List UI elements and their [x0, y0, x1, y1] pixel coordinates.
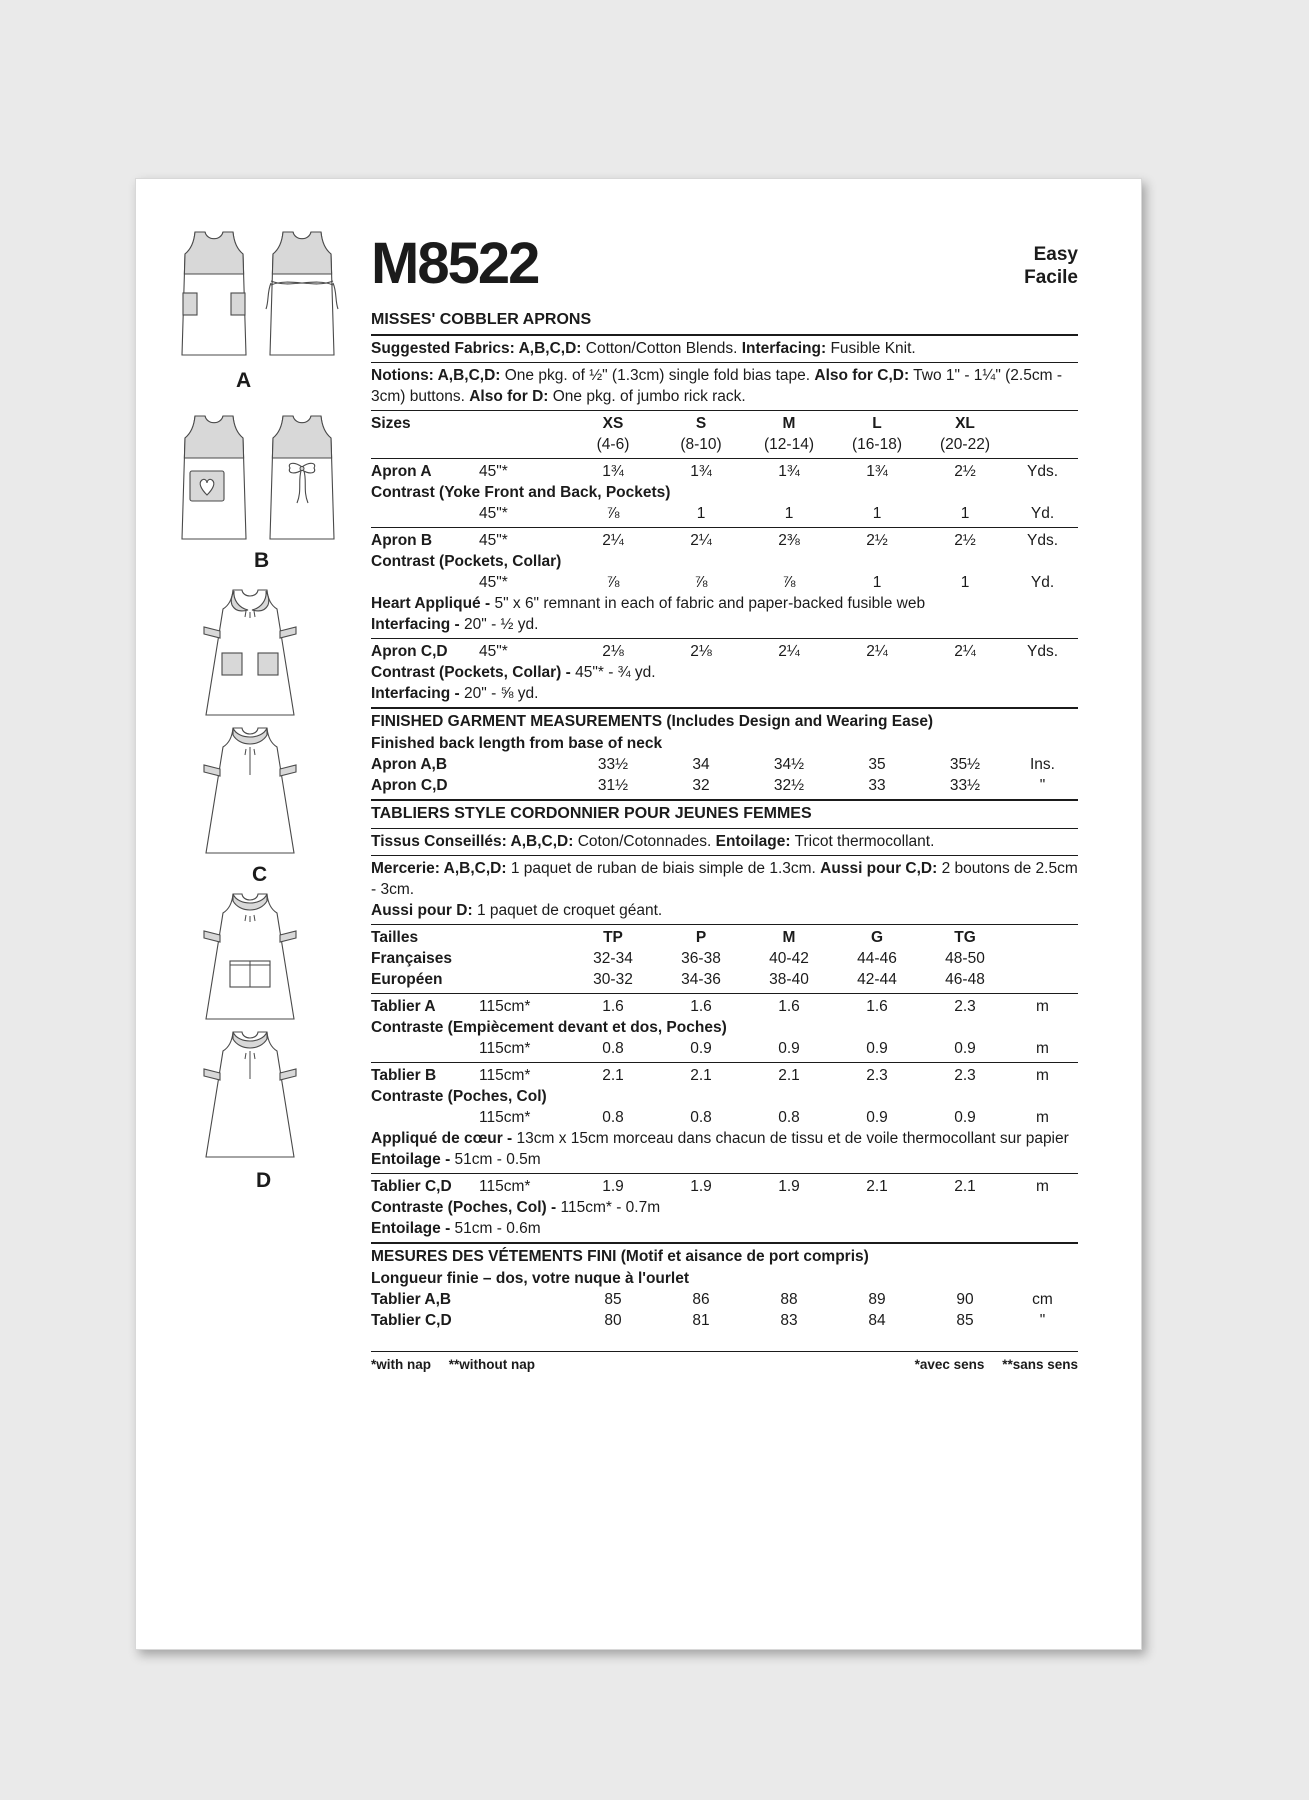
unit: Yds. [1026, 532, 1058, 549]
note-label: Contraste (Poches, Col) - [371, 1199, 557, 1216]
note-label: Appliqué de cœur - [371, 1130, 513, 1147]
size-name: P [695, 929, 707, 946]
table-row-finished-ab [371, 754, 1078, 775]
apron-b-section [371, 528, 1078, 639]
note-label: Interfacing - [371, 616, 460, 633]
row-label: Françaises [371, 950, 452, 967]
size-range: (16-18) [852, 436, 902, 453]
europeen-row [371, 969, 1078, 990]
notions-line2-fr [371, 900, 1078, 921]
note-text: 13cm x 15cm morceau dans chacun de tissu et de voile thermocollant sur papier [516, 1130, 1069, 1147]
apron-b-front-drawing [172, 413, 256, 545]
notions-text2: Two 1" - 1¼" (2.5cm - 3cm) buttons. [371, 367, 1062, 405]
unit: m [1036, 998, 1049, 1015]
measure-value: 33½ [597, 756, 629, 773]
yardage-value: 2¼ [602, 532, 624, 549]
size-range: 32-34 [593, 950, 633, 967]
row-label: Tablier A,B [371, 1291, 452, 1308]
notions-text2: 2 boutons de 2.5cm - 3cm. [371, 860, 1078, 898]
contrast-cd-note [371, 662, 1078, 683]
figure-label-a: A [236, 369, 252, 392]
title-section [371, 307, 1078, 336]
mesures-heading: MESURES DES VÉTEMENTS FINI (Motif et aisance de port compris) [371, 1248, 869, 1265]
row-label: Tablier C,D [371, 1312, 452, 1329]
unit: m [1036, 1109, 1049, 1126]
size-ranges-row [371, 434, 1078, 455]
unit: Yd. [1030, 505, 1055, 522]
fabric-width: 45"* [479, 532, 508, 549]
metrage-value: 2.1 [778, 1067, 800, 1084]
heart-applique-note [371, 593, 1078, 614]
row-label: Tablier A [371, 998, 436, 1015]
notions-text: 1 paquet de ruban de biais simple de 1.3cm. [510, 860, 816, 877]
metrage-value: 1.6 [866, 998, 888, 1015]
finished-heading: FINISHED GARMENT MEASUREMENTS (Includes Design and Wearing Ease) [371, 713, 934, 730]
footnote-without-nap: **without nap [448, 1357, 536, 1372]
fabrics-line [371, 338, 1078, 359]
difficulty-en: Easy [1033, 244, 1078, 265]
metrage-value: 0.8 [602, 1109, 624, 1126]
measure-value: 80 [604, 1312, 622, 1329]
notions-label: Notions: A,B,C,D: [371, 367, 501, 384]
metrage-value: 0.9 [954, 1040, 976, 1057]
footnote-sans-sens: **sans sens [1002, 1357, 1078, 1372]
note-text: 45"* - ¾ yd. [575, 664, 656, 681]
apron-d-front-drawing [194, 891, 306, 1027]
measure-value: 85 [604, 1291, 622, 1308]
tablier-b-section [371, 1063, 1078, 1174]
yardage-value: 1¾ [602, 463, 624, 480]
fabrics-text: Coton/Cotonnades. [577, 833, 712, 850]
note-label: Entoilage - [371, 1220, 451, 1237]
table-row-tablier-cd [371, 1176, 1078, 1197]
contraste-b-label: Contraste (Poches, Col) [371, 1088, 547, 1105]
note-text: 51cm - 0.6m [454, 1220, 541, 1237]
row-label: Tablier C,D [371, 1178, 452, 1195]
yardage-value: 2½ [866, 532, 888, 549]
measure-value: 35½ [949, 756, 981, 773]
contrast-b-label: Contrast (Pockets, Collar) [371, 553, 562, 570]
yardage-value: ⅞ [606, 574, 620, 591]
fabric-width: 45"* [479, 574, 508, 591]
measure-value: 34½ [773, 756, 805, 773]
difficulty-fr: Facile [1024, 267, 1078, 288]
interfacing-b-note [371, 614, 1078, 635]
yardage-value: ⅞ [782, 574, 796, 591]
yardage-value: 2⅜ [778, 532, 800, 549]
yardage-value: 2⅛ [602, 643, 624, 660]
table-row-contrast-b [371, 572, 1078, 593]
table-row-apron-cd [371, 641, 1078, 662]
notions-label3: Aussi pour D: [371, 902, 473, 919]
yardage-value: 2¼ [778, 643, 800, 660]
french-title: TABLIERS STYLE CORDONNIER POUR JEUNES FEMMES [371, 805, 812, 822]
unit: Yds. [1026, 463, 1058, 480]
pattern-number: M8522 [371, 231, 539, 296]
interfacing-label: Entoilage: [715, 833, 791, 850]
footnotes-en [371, 1357, 535, 1372]
metrage-value: 0.9 [690, 1040, 712, 1057]
metrage-value: 1.6 [690, 998, 712, 1015]
measure-value: 31½ [597, 777, 629, 794]
metrage-value: 1.9 [778, 1178, 800, 1195]
fabric-width: 45"* [479, 643, 508, 660]
yardage-value: 2½ [954, 463, 976, 480]
unit: " [1039, 777, 1046, 794]
figure-label-c: C [252, 863, 268, 886]
fabric-width: 115cm* [479, 1040, 531, 1057]
measure-value: 90 [956, 1291, 974, 1308]
table-row-contraste-b [371, 1107, 1078, 1128]
notions-label2: Also for C,D: [814, 367, 910, 384]
measure-value: 85 [956, 1312, 974, 1329]
fabrics-label: Suggested Fabrics: A,B,C,D: [371, 340, 582, 357]
measure-value: 34 [692, 756, 710, 773]
notions-section-fr [371, 856, 1078, 925]
measure-value: 88 [780, 1291, 798, 1308]
unit: Yds. [1026, 643, 1058, 660]
unit: Yd. [1030, 574, 1055, 591]
yardage-value: 1¾ [690, 463, 712, 480]
metrage-value: 2.3 [954, 998, 976, 1015]
metrage-value: 0.8 [690, 1109, 712, 1126]
apron-c-front-drawing [194, 587, 306, 723]
sizes-header-en [371, 411, 1078, 459]
size-name: TG [954, 929, 976, 946]
apron-b-drawings [172, 413, 344, 545]
size-range: 46-48 [945, 971, 985, 988]
table-row-tablier-b [371, 1065, 1078, 1086]
mesures-subheading: Longueur finie – dos, votre nuque à l'ourlet [371, 1270, 690, 1287]
row-label: Apron C,D [371, 643, 448, 660]
yardage-value: 1¾ [778, 463, 800, 480]
size-range: (20-22) [940, 436, 990, 453]
apron-a-drawings [172, 229, 344, 361]
tablier-a-section [371, 994, 1078, 1063]
fabrics-line-fr [371, 831, 1078, 852]
metrage-value: 0.9 [954, 1109, 976, 1126]
notions-text3: 1 paquet de croquet géant. [476, 902, 663, 919]
note-label: Heart Appliqué - [371, 595, 491, 612]
fabric-width: 45"* [479, 463, 508, 480]
size-range: 42-44 [857, 971, 897, 988]
yardage-value: 2⅛ [690, 643, 712, 660]
metrage-value: 0.9 [866, 1040, 888, 1057]
notions-section-en [371, 363, 1078, 411]
measure-value: 33 [868, 777, 886, 794]
row-label: Apron B [371, 532, 433, 549]
fabrics-text: Cotton/Cotton Blends. [585, 340, 738, 357]
size-name: G [870, 929, 884, 946]
footnote-avec-sens: *avec sens [914, 1357, 985, 1372]
footnote-with-nap: *with nap [371, 1357, 431, 1372]
notions-line [371, 365, 1078, 407]
table-row-finished-cd [371, 775, 1078, 796]
fabric-width: 115cm* [479, 1067, 531, 1084]
contrast-a-label: Contrast (Yoke Front and Back, Pockets) [371, 484, 671, 501]
notions-text: One pkg. of ½" (1.3cm) single fold bias tape. [504, 367, 811, 384]
size-range: 48-50 [945, 950, 985, 967]
interfacing-label: Interfacing: [741, 340, 827, 357]
fabric-width: 115cm* [479, 998, 531, 1015]
row-label: Européen [371, 971, 443, 988]
measure-value: 35 [868, 756, 886, 773]
interfacing-cd-note [371, 683, 1078, 704]
size-name: XS [602, 415, 624, 432]
measure-value: 84 [868, 1312, 886, 1329]
difficulty-badge [1024, 243, 1078, 289]
yardage-value: 2¼ [866, 643, 888, 660]
row-label: Apron A,B [371, 756, 448, 773]
yardage-value: 2½ [954, 532, 976, 549]
entoilage-cd-note [371, 1218, 1078, 1239]
contraste-a-label: Contraste (Empiècement devant et dos, Poches) [371, 1019, 727, 1036]
table-row-mesures-ab [371, 1289, 1078, 1310]
metrage-value: 0.8 [602, 1040, 624, 1057]
notions-text3: One pkg. of jumbo rick rack. [552, 388, 746, 405]
yardage-value: 1¾ [866, 463, 888, 480]
yardage-value: 1 [960, 574, 970, 591]
unit: cm [1032, 1291, 1053, 1308]
unit: m [1036, 1067, 1049, 1084]
table-row-contrast-a [371, 503, 1078, 524]
measure-value: 33½ [949, 777, 981, 794]
table-row-mesures-cd [371, 1310, 1078, 1331]
row-label: Apron A [371, 463, 432, 480]
row-label: Apron C,D [371, 777, 448, 794]
footnotes [371, 1351, 1078, 1372]
size-range: 36-38 [681, 950, 721, 967]
size-range: 30-32 [593, 971, 633, 988]
finished-measurements-section [371, 709, 1078, 801]
metrage-value: 1.9 [602, 1178, 624, 1195]
sizes-label: Tailles [371, 929, 419, 946]
table-row-apron-b [371, 530, 1078, 551]
note-label: Interfacing - [371, 685, 460, 702]
table-row-apron-a [371, 461, 1078, 482]
metrage-value: 2.1 [954, 1178, 976, 1195]
interfacing-text: Tricot thermocollant. [794, 833, 935, 850]
notions-line-fr [371, 858, 1078, 900]
unit: " [1039, 1312, 1046, 1329]
notions-label: Mercerie: A,B,C,D: [371, 860, 507, 877]
measure-value: 81 [692, 1312, 710, 1329]
measure-value: 86 [692, 1291, 710, 1308]
yardage-value: 1 [960, 505, 970, 522]
contraste-cd-note [371, 1197, 1078, 1218]
french-title-section [371, 801, 1078, 829]
yardage-value: 1 [872, 574, 882, 591]
footnotes-fr [915, 1357, 1078, 1372]
tablier-cd-section [371, 1174, 1078, 1244]
unit: Ins. [1030, 756, 1055, 773]
figure-label-d: D [256, 1169, 272, 1192]
mesures-section [371, 1244, 1078, 1334]
metrage-value: 2.3 [866, 1067, 888, 1084]
metrage-value: 0.8 [778, 1109, 800, 1126]
apron-a-front-drawing [172, 229, 256, 361]
fabrics-label: Tissus Conseillés: A,B,C,D: [371, 833, 574, 850]
notions-label3: Also for D: [469, 388, 549, 405]
yardage-value: 1 [872, 505, 882, 522]
apron-b-back-drawing [260, 413, 344, 545]
fabrics-section-en [371, 336, 1078, 363]
yardage-value: 1 [784, 505, 794, 522]
table-row-tablier-a [371, 996, 1078, 1017]
metrage-value: 1.6 [778, 998, 800, 1015]
row-label: Tablier B [371, 1067, 437, 1084]
note-text: 115cm* - 0.7m [560, 1199, 661, 1216]
applique-note [371, 1128, 1078, 1149]
apron-c-back-drawing [194, 725, 306, 861]
fabric-width: 115cm* [479, 1178, 531, 1195]
note-label: Entoilage - [371, 1151, 451, 1168]
figure-label-b: B [254, 549, 270, 572]
note-text: 51cm - 0.5m [454, 1151, 541, 1168]
content-column [371, 179, 1078, 1334]
apron-a-section [371, 459, 1078, 528]
measure-value: 83 [780, 1312, 798, 1329]
size-name: S [695, 415, 707, 432]
metrage-value: 2.1 [602, 1067, 624, 1084]
size-name: M [782, 415, 796, 432]
measure-value: 32½ [773, 777, 805, 794]
metrage-value: 1.9 [690, 1178, 712, 1195]
yardage-value: 2¼ [690, 532, 712, 549]
size-name: L [872, 415, 882, 432]
size-range: (4-6) [596, 436, 630, 453]
metrage-value: 1.6 [602, 998, 624, 1015]
note-label: Contrast (Pockets, Collar) - [371, 664, 571, 681]
yardage-value: ⅞ [606, 505, 620, 522]
size-range: 40-42 [769, 950, 809, 967]
sizes-header-fr [371, 925, 1078, 994]
metrage-value: 0.9 [866, 1109, 888, 1126]
interfacing-text: Fusible Knit. [830, 340, 916, 357]
apron-a-back-drawing [260, 229, 344, 361]
size-name: XL [955, 415, 975, 432]
fabrics-section-fr [371, 829, 1078, 856]
sizes-label: Sizes [371, 415, 411, 432]
size-range: 44-46 [857, 950, 897, 967]
yardage-value: 2¼ [954, 643, 976, 660]
measure-value: 32 [692, 777, 710, 794]
size-range: 34-36 [681, 971, 721, 988]
fabric-width: 45"* [479, 505, 508, 522]
apron-d-back-drawing [194, 1029, 306, 1165]
measure-value: 89 [868, 1291, 886, 1308]
metrage-value: 0.9 [778, 1040, 800, 1057]
apron-cd-section [371, 639, 1078, 709]
size-range: 38-40 [769, 971, 809, 988]
metrage-value: 2.1 [866, 1178, 888, 1195]
metrage-value: 2.3 [954, 1067, 976, 1084]
size-range: (8-10) [680, 436, 722, 453]
note-text: 20" - ½ yd. [464, 616, 539, 633]
size-range: (12-14) [764, 436, 814, 453]
finished-subheading: Finished back length from base of neck [371, 735, 663, 752]
page-title: MISSES' COBBLER APRONS [371, 311, 592, 328]
unit: m [1036, 1178, 1049, 1195]
entoilage-b-note [371, 1149, 1078, 1170]
notions-label2: Aussi pour C,D: [820, 860, 938, 877]
pattern-envelope-back [135, 178, 1142, 1650]
note-text: 20" - ⅝ yd. [464, 685, 539, 702]
tailles-row [371, 927, 1078, 948]
fabric-width: 115cm* [479, 1109, 531, 1126]
note-text: 5" x 6" remnant in each of fabric and paper-backed fusible web [494, 595, 926, 612]
table-row-contraste-a [371, 1038, 1078, 1059]
size-name: M [782, 929, 796, 946]
yardage-value: 1 [696, 505, 706, 522]
francaises-row [371, 948, 1078, 969]
yardage-value: ⅞ [694, 574, 708, 591]
unit: m [1036, 1040, 1049, 1057]
size-name: TP [603, 929, 623, 946]
figure-rail [166, 221, 396, 1211]
metrage-value: 2.1 [690, 1067, 712, 1084]
size-names-row [371, 413, 1078, 434]
